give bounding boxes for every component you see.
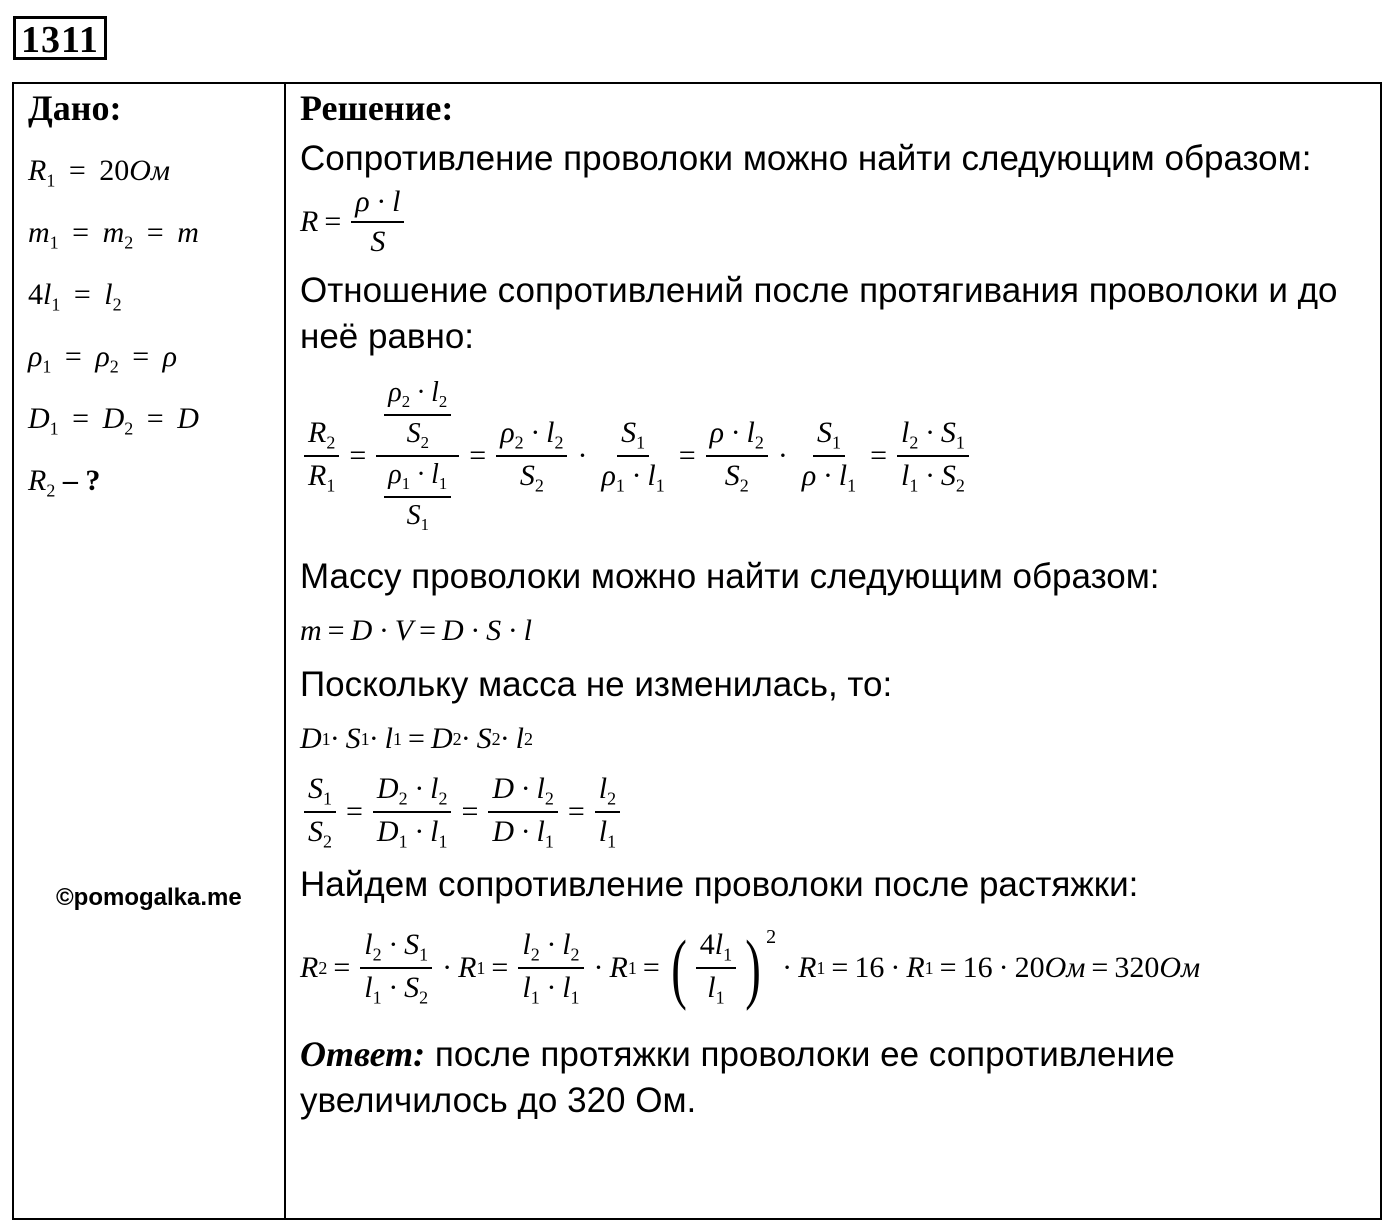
given-mass: $m_1 = m_2 = m$ (28, 216, 199, 253)
solution-column (300, 88, 1370, 1124)
given-column (28, 88, 278, 512)
problem-number: 1311 (13, 16, 107, 60)
formula-area-ratio: $\frac{S_1}{S_2}$ = $\frac{D_2 \cdot l_2}{D_1 \cdot l_1}$ = $\frac{D \cdot l_2}{D \cdot l_1}$ = $\frac{l_2}{l_1}$ (300, 770, 1370, 854)
copyright-watermark: ©pomogalka.me (56, 884, 242, 911)
given-heading: Дано: (28, 88, 122, 128)
given-density: $D_1 = D_2 = D$ (28, 402, 199, 439)
given-r1: $R_1 = 20Ом$ (28, 154, 171, 191)
solution-paragraph-2: Отношение сопротивлений после протягивания проволоки и до неё равно: (300, 271, 1338, 356)
formula-mass: m = D · V = D · S · l (300, 614, 533, 647)
solution-paragraph-3: Массу проволоки можно найти следующим образом: (300, 557, 1160, 596)
formula-final-resistance: R 2 = $\frac{l_2 \cdot S_1}{l_1 \cdot S_2}$ · R 1 = $\frac{l_2 \cdot l_2}{l_1 \cdot l_1}$ · R 1 = ( $\frac{4l_1}{l_1}$ ) 2 · R 1 = 16 · R 1 = 16 · 20 Ом = 320 Ом (300, 924, 1201, 1011)
formula-resistance: R = $\frac{\rho \cdot l}{S}$ (300, 182, 1370, 262)
given-resistivity: $\rho_1 = \rho_2 = \rho$ (28, 340, 178, 377)
formula-mass-equality: D 1 · S 1 · l 1 = D 2 · S 2 · l 2 (300, 722, 533, 755)
answer-label: Ответ: (300, 1034, 426, 1074)
formula-resistance-ratio: $\frac{R_2}{R_1}$ = $\frac{\frac{\rho_2 \cdot l_2}{S_2}}{\frac{\rho_1 \cdot l_1}{S_1}}$ = $\frac{\rho_2 \cdot l_2}{S_2}$ · $\frac{S_1}{\rho_1 \cdot l_1}$ = $\frac{\rho \cdot l_2}{S_2}$ · $\frac{S_1}{\rho \cdot l_1}$ = $\frac{l_2 \cdot S_1}{l_1 \cdot S_2}$ (300, 366, 1370, 546)
column-divider (284, 82, 286, 1220)
answer-block (300, 1032, 1240, 1124)
given-length: $4l_1 = l_2$ (28, 278, 122, 315)
solution-paragraph-4: Поскольку масса не изменилась, то: (300, 665, 893, 704)
solution-paragraph-1: Сопротивление проволоки можно найти следующим образом: (300, 139, 1312, 178)
solution-paragraph-5: Найдем сопротивление проволоки после растяжки: (300, 865, 1139, 904)
solution-heading: Решение: (300, 88, 454, 128)
given-unknown: $R_2$ – ? (28, 464, 101, 501)
answer-text: после протяжки проволоки ее сопротивление увеличилось до 320 Ом. (300, 1035, 1175, 1120)
